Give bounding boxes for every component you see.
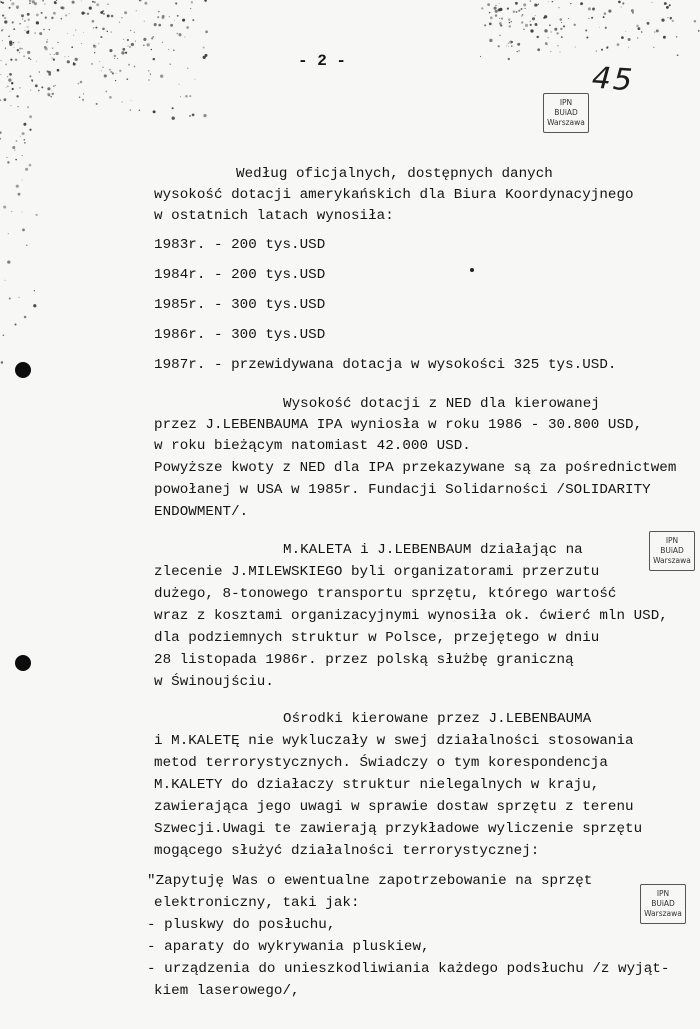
text-line: "Zapytuję Was o ewentualne zapotrzebowanie na sprzęt: [147, 873, 593, 889]
text-line: 1983r. - 200 tys.USD: [154, 237, 326, 253]
text-line: elektroniczny, taki jak:: [154, 895, 360, 911]
text-line: w Świnoujściu.: [154, 674, 274, 690]
text-line: 1986r. - 300 tys.USD: [154, 327, 326, 343]
text-line: Według oficjalnych, dostępnych danych: [236, 166, 553, 182]
text-line: Szwecji.Uwagi te zawierają przykładowe wyliczenie sprzętu: [154, 821, 643, 837]
text-line: dużego, 8-tonowego transportu sprzętu, którego wartość: [154, 586, 617, 602]
text-line: 28 listopada 1986r. przez polską służbę graniczną: [154, 652, 574, 668]
text-line: 1987r. - przewidywana dotacja w wysokości 325 tys.USD.: [154, 357, 617, 373]
text-line: mogącego służyć działalności terrorystycznej:: [154, 843, 540, 859]
archive-stamp: [640, 884, 686, 924]
stamp-line: BUiAD: [554, 108, 578, 117]
speck: [470, 268, 474, 272]
text-line: wraz z kosztami organizacyjnymi wynosiła ok. ćwierć mln USD,: [154, 608, 668, 624]
text-line: w ostatnich latach wynosiła:: [154, 208, 394, 224]
text-line: M.KALETA i J.LEBENBAUM działając na: [283, 542, 583, 558]
text-line: zlecenie J.MILEWSKIEGO byli organizatorami przerzutu: [154, 564, 600, 580]
text-line: przez J.LEBENBAUMA IPA wyniosła w roku 1986 - 30.800 USD,: [154, 417, 643, 433]
stamp-line: BUiAD: [651, 899, 675, 908]
text-line: Powyższe kwoty z NED dla IPA przekazywane są za pośrednictwem: [154, 460, 677, 476]
text-line: 1984r. - 200 tys.USD: [154, 267, 326, 283]
text-line: M.KALETY do działaczy struktur nielegalnych w kraju,: [154, 777, 600, 793]
text-line: - pluskwy do posłuchu,: [147, 917, 336, 933]
text-line: kiem laserowego/,: [154, 983, 300, 999]
stamp-line: IPN: [559, 98, 573, 107]
stamp-line: Warszawa: [547, 118, 585, 127]
text-line: wysokość dotacji amerykańskich dla Biura Koordynacyjnego: [154, 187, 634, 203]
page-number: - 2 -: [298, 52, 347, 70]
punch-hole: [15, 362, 31, 378]
text-line: Wysokość dotacji z NED dla kierowanej: [283, 396, 600, 412]
text-line: ENDOWMENT/.: [154, 504, 249, 520]
text-line: 1985r. - 300 tys.USD: [154, 297, 326, 313]
stamp-line: IPN: [665, 536, 679, 545]
stamp-line: BUiAD: [660, 546, 684, 555]
text-line: - urządzenia do unieszkodliwiania każdego podsłuchu /z wyjąt-: [147, 961, 670, 977]
stamp-line: IPN: [656, 889, 670, 898]
punch-hole: [15, 655, 31, 671]
stamp-line: Warszawa: [644, 909, 682, 918]
handwritten-folio-number: 45: [590, 60, 636, 99]
archive-stamp: [543, 93, 589, 133]
stamp-line: Warszawa: [653, 556, 691, 565]
text-line: Ośrodki kierowane przez J.LEBENBAUMA: [283, 711, 592, 727]
text-line: powołanej w USA w 1985r. Fundacji Solidarności /SOLIDARITY: [154, 482, 651, 498]
text-line: - aparaty do wykrywania pluskiew,: [147, 939, 430, 955]
archive-stamp: [649, 531, 695, 571]
text-line: i M.KALETĘ nie wykluczały w swej działalności stosowania: [154, 733, 634, 749]
text-line: w roku bieżącym natomiast 42.000 USD.: [154, 438, 471, 454]
text-line: zawierająca jego uwagi w sprawie dostaw sprzętu z terenu: [154, 799, 634, 815]
text-line: dla podziemnych struktur w Polsce, przejętego w dniu: [154, 630, 600, 646]
text-line: metod terrorystycznych. Świadczy o tym korespondencja: [154, 755, 608, 771]
